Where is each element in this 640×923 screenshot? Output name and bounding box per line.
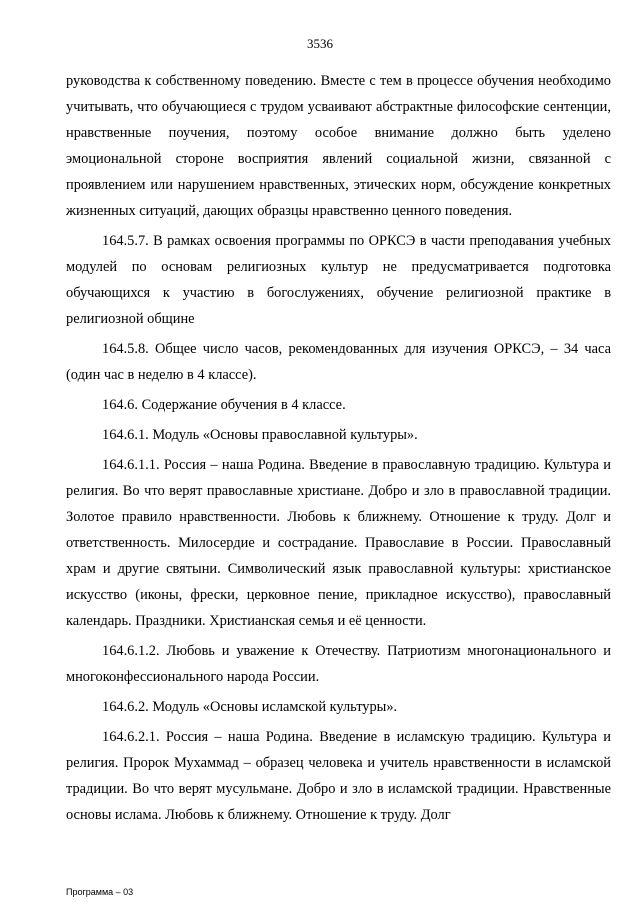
paragraph-164-6-2-1: 164.6.2.1. Россия – наша Родина. Введение в исламскую традицию. Культура и религия. Пророк Мухаммад – образец человека и учитель нравственности в исламской традиции. Во что верят мусульмане. Добро и зло в исламской традиции. Нравственные основы ислама. Любовь к ближнему. Отношение к труду. Долг	[66, 729, 611, 823]
paragraph-164-5-7: 164.5.7. В рамках освоения программы по ОРКСЭ в части преподавания учебных модулей по основам религиозных культур не предусматривается подготовка обучающихся к участию в богослужениях, обучение религиозной практике в религиозной общине	[66, 233, 611, 327]
paragraph-164-6-1-1: 164.6.1.1. Россия – наша Родина. Введение в православную традицию. Культура и религия. Во что верят православные христиане. Добро и зло в православной традиции. Золотое правило нравственности. Любовь к ближнему. Отношение к труду. Долг и ответственность. Милосердие и сострадание. Православие в России. Православный храм и другие святыни. Символический язык православной культуры: христианское искусство (иконы, фрески, церковное пение, прикладное искусство), православный календарь. Праздники. Христианская семья и её ценности.	[66, 457, 611, 629]
paragraph-164-6-1: 164.6.1. Модуль «Основы православной культуры».	[102, 427, 418, 443]
paragraph-continuation: руководства к собственному поведению. Вместе с тем в процессе обучения необходимо учитывать, что обучающиеся с трудом усваивают абстрактные философские сентенции, нравственные поучения, поэтому особое внимание должно быть уделено эмоциональной стороне восприятия явлений социальной жизни, связанной с проявлением или нарушением нравственных, этических норм, обсуждение конкретных жизненных ситуаций, дающих образцы нравственно ценного поведения.	[66, 73, 611, 219]
paragraph-164-6-1-2: 164.6.1.2. Любовь и уважение к Отечеству. Патриотизм многонационального и многоконфессионального народа России.	[66, 643, 611, 685]
footer-label: Программа – 03	[66, 887, 134, 897]
paragraph-164-6: 164.6. Содержание обучения в 4 классе.	[102, 397, 346, 413]
page-number: 3536	[307, 36, 333, 51]
document-body	[66, 68, 611, 832]
paragraph-164-5-8: 164.5.8. Общее число часов, рекомендованных для изучения ОРКСЭ, – 34 часа (один час в неделю в 4 классе).	[66, 341, 611, 383]
paragraph-164-6-2: 164.6.2. Модуль «Основы исламской культуры».	[102, 699, 398, 715]
